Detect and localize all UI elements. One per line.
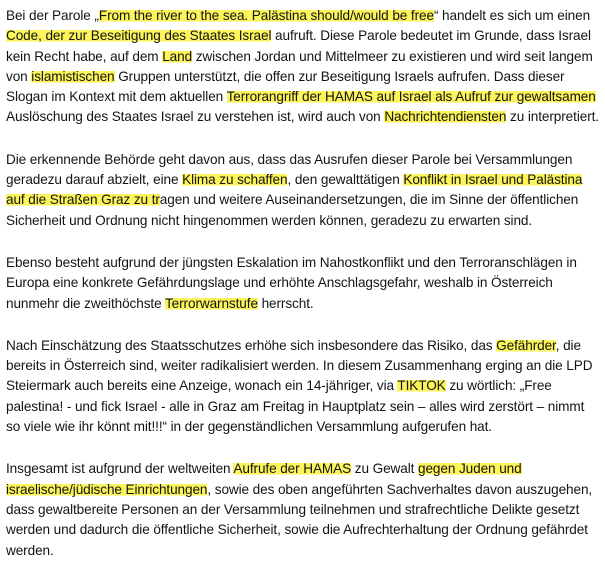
highlighted-text: Land [162,48,193,64]
body-text: Bei der Parole „ [6,8,99,23]
paragraph-2 [6,150,602,231]
highlighted-text: Konflikt in Israel und Palästina auf die Straßen Graz zu tr [6,172,583,208]
highlighted-text: Aufrufe der HAMAS [233,461,352,477]
body-text: Insgesamt ist aufgrund der weltweiten [6,461,234,477]
body-text: herrscht. [257,295,314,311]
highlighted-text: gegen Juden und israelische/jüdische Einrichtungen [6,461,522,497]
highlighted-text: Code, der zur Beseitigung des Staates Israel [6,28,272,44]
highlighted-text: Terrorwarnstufe [164,295,258,311]
body-text: zu wörtlich: „Free palestina! - und fick Israel - alle in Graz am Freitag in Hauptplatz sein – alles wird zerstört – nimmt so viele wie ihr könnt mit!!!“ in der gegenständlichen Versammlung aufgerufen hat. [6,378,585,435]
body-text: , sowie des oben angeführten Sachverhaltes davon auszugehen, dass gewaltbereite Personen an der Versammlung teilnehmen und strafrechtliche Delikte gesetzt werden und dadurch die öffentliche Sicherheit, sowie die Aufrechterhaltung der Ordnung gefährdet werden. [6,481,593,558]
body-text: Ebenso besteht aufgrund der jüngsten Eskalation im Nahostkonflikt und den Terroranschlägen in Europa eine konkrete Gefährdungslage und erhöhte Anschlagsgefahr, weshalb in Österreich nunmehr die zweithöchste [6,254,577,311]
body-text: Nach Einschätzung des Staatsschutzes erhöhe sich insbesondere das Risiko, das [6,337,497,353]
body-text: zu interpretiert. [506,109,599,125]
highlighted-text: islamistischen [31,68,115,84]
body-text: aufruft. Diese Parole bedeutet im Grunde, dass Israel kein Recht habe, auf dem [6,28,591,64]
paragraph-4 [6,336,602,437]
body-text: , den gewalttätigen [287,172,404,188]
highlighted-text: Gefährder [496,337,556,353]
body-text: agen und weitere Auseinandersetzungen, die im Sinne der öffentlichen Sicherheit und Ordnung nicht hingenommen werden können, geradezu zu erwarten sind. [6,192,579,228]
highlighted-text: TIKTOK [397,378,446,394]
body-text: Die erkennende Behörde geht davon aus, dass das Ausrufen dieser Parole bei Versammlungen geradezu darauf abzielt, eine [6,151,573,188]
body-text: zu Gewalt [351,461,418,477]
body-text: Gruppen unterstützt, die offen zur Beseitigung Israels aufrufen. Dass dieser Slogan im Kontext mit dem aktuellen [6,68,565,105]
paragraph-3 [6,253,602,314]
body-text: , die bereits in Österreich sind, weiter radikalisiert werden. In diesem Zusammenhang erging an die LPD Steiermark auch bereits eine Anzeige, wonach ein 14-jähriger, via [6,337,593,394]
body-text: Auslöschung des Staates Israel zu verstehen ist, wird auch von [6,109,385,125]
body-text: zwischen Jordan und Mittelmeer zu existieren und wird seit langem von [6,48,593,84]
highlighted-text: Terrorangriff der HAMAS auf Israel als Aufruf zur gewaltsamen [226,89,596,105]
paragraph-5 [6,459,602,560]
highlighted-text: From the river to the sea. Palästina should/would be free [98,8,434,23]
highlighted-text: Klima zu schaffen [182,172,288,188]
body-text: “ handelt es sich um einen [433,8,591,23]
document-body [6,6,602,583]
paragraph-1 [6,6,602,128]
highlighted-text: Nachrichtendiensten [384,109,507,125]
